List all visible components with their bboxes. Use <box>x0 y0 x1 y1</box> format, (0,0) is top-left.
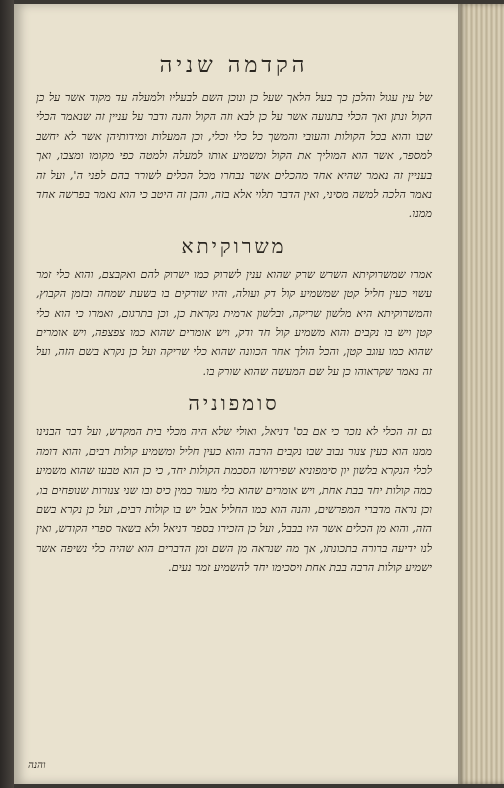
sumponya-paragraph: גם זה הכלי לא נזכר כי אם בס' דניאל, ואולי שלא היה מכלי בית המקדש, ועל דבר הבנינו ממנו הוא כעין צנור נבוב שבו נקבים הרבה והוא כעין חליל ומשמיע קולות רבים, והוא דומה לכלי הנקרא בלשון יון סימפוניא שפירושו הסכמת הקולות יחד, כי כן הוא טבעו שהוא משמיע כמה קולות יחד בבת אחת, ויש אומרים שהוא כלי מעור כמין כיס ובו שני צנורות שנופחים בו, וכן נראה מדברי המפרשים, והנה הוא כמו החליל אבל יש בו קולות רבים, ועל כן נקרא בשם הזה, והוא מן הכלים אשר היו בבבל, ועל כן הזכירו בספר דניאל ולא בשאר ספרי הקודש, ואין לנו ידיעה ברורה בתכונתו, אך מה שנראה מן השם ומן הדברים הוא שהיה כלי נשיפה אשר ישמיע קולות הרבה בבת אחת ויסכימו יחד להשמיע זמר נעים. <box>36 425 432 575</box>
book-spine <box>0 0 14 788</box>
page-text <box>36 52 432 578</box>
catchword: והנה <box>28 760 46 771</box>
section-heading-sumponya: סומפוניה <box>188 391 280 416</box>
section-heading-mashrokita: משרוקיתא <box>181 233 287 258</box>
mashrokita-paragraph: אמרו שמשרוקיתא השרש שרק שהוא ענין לשרוק כמו ישרוק להם ואקבצם, והוא כלי זמר עשוי כעין חליל קטן שמשמיע קול דק ועולה, והיו שורקים בו בשעת שמחה ובזמן הקבוץ, והמשרוקיתא היא מלשון שריקה, ובלשון ארמית נקראת כן, וכן בתרגום, ואמרו כי הוא כלי קטן ויש בו נקבים והוא משמיע קול חד ודק, ויש אומרים שהוא כמו צפצפה, ויש אומרים שהוא כמו עוגב קטן, והכל הולך אחר הכוונה שהוא כלי שריקה ועל כן נקרא בשם הזה, ועל זה נאמר שקראוהו כן על שם המעשה שהוא שורק בו. <box>36 267 432 378</box>
page-title: הקדמה שניה <box>159 53 309 78</box>
page-edges <box>458 4 504 784</box>
intro-paragraph: של עין עגול והלכן כך בעל הלאך שעל כן ונוכן השם לבעליו ולמעלה עד מקוד אשר על כן הקול ונתן ואך הכלי בתנועה אשר על כן לבא וזה הקול והנה ודבר על עניין זה שנאמר הכלי שבו והוא בכל הקולות והעובי והמשך כל כלי וכלי, וכן המעלות ומידותיהן אשר לא יחשב למספר, אשר הוא המוליך את הקול ומשמיע אותו למעלה ולמטה כפי מקומו ומצבו, ואך בעניין זה נאמר שהיא אחד מהכלים אשר נבחרו מכל הכלים לשורר בהם לפני ה', ועל זה נאמר הלכה למשה מסיני, ואין הדבר תלוי אלא בזה, והבן זה היטב כי הוא נאמר בפרשה אחד ממנו. <box>36 91 432 221</box>
